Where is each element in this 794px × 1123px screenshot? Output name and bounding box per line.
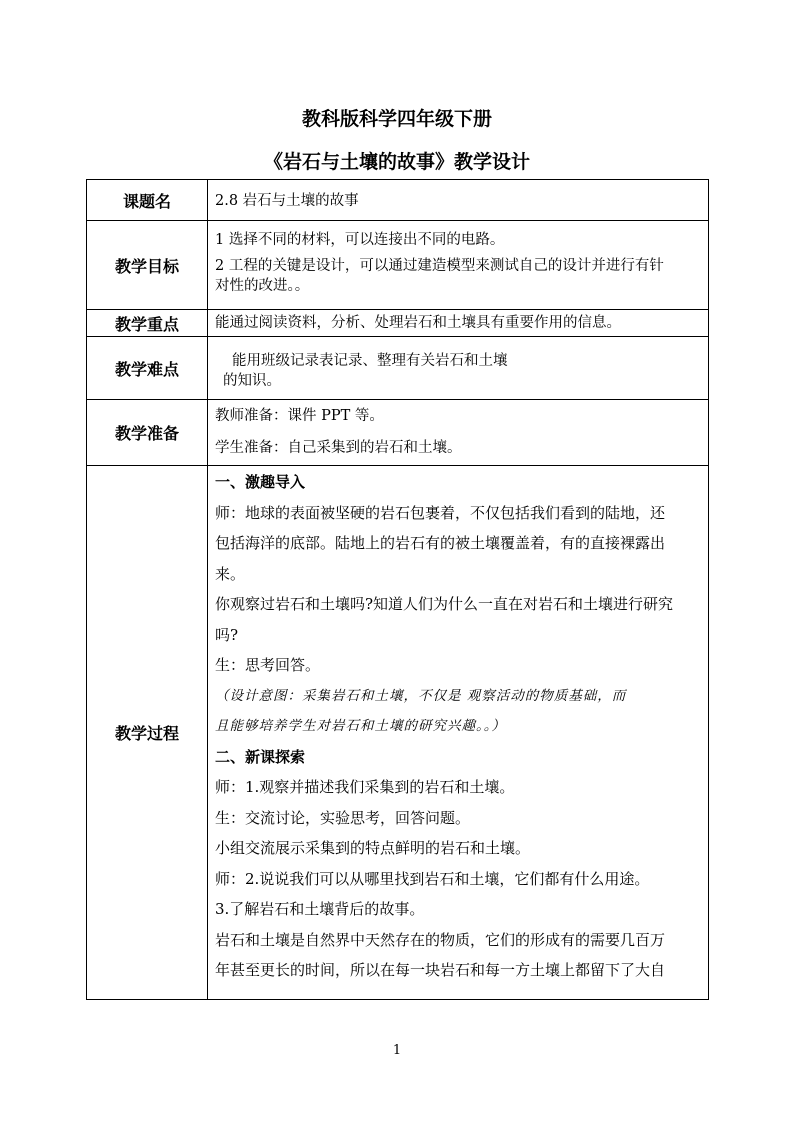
value-prep xyxy=(208,400,709,466)
process-line: 师：地球的表面被坚硬的岩石包裹着，不仅包括我们看到的陆地，还 xyxy=(215,503,666,522)
process-line: 小组交流展示采集到的特点鲜明的岩石和土壤。 xyxy=(215,839,531,857)
row-process xyxy=(87,466,709,1000)
process-line: 3.了解岩石和土壤背后的故事。 xyxy=(215,900,425,918)
label-prep: 教学准备 xyxy=(87,400,208,466)
document-title: 教科版科学四年级下册 xyxy=(301,108,492,130)
row-prep xyxy=(87,400,709,466)
process-line: 且能够培养学生对岩石和土壤的研究兴趣。。） xyxy=(215,718,506,734)
process-line: 年甚至更长的时间，所以在每一块岩石和每一方土壤上都留下了大自 xyxy=(215,961,666,979)
document-subtitle: 《岩石与土壤的故事》教学设计 xyxy=(263,151,530,173)
process-line: 吗? xyxy=(215,625,239,644)
difficulty-line-2: 的知识。 xyxy=(223,373,281,389)
label-topic: 课题名 xyxy=(87,180,208,221)
value-goals xyxy=(208,221,709,310)
process-line: （设计意图：采集岩石和土壤，不仅是 观察活动的物质基础，而 xyxy=(215,687,627,704)
value-difficulty xyxy=(208,337,709,400)
value-process xyxy=(208,466,709,1000)
value-topic: 2.8 岩石与土壤的故事 xyxy=(208,180,709,221)
process-line: 来。 xyxy=(215,564,246,583)
page-number: 1 xyxy=(392,1043,402,1058)
prep-line-2: 学生准备：自己采集到的岩石和土壤。 xyxy=(215,440,462,456)
process-line: 生：交流讨论，实验思考，回答问题。 xyxy=(215,808,471,827)
label-process: 教学过程 xyxy=(87,466,208,1000)
process-line: 一、激趣导入 xyxy=(215,473,306,491)
process-line: 你观察过岩石和土壤吗?知道人们为什么一直在对岩石和土壤进行研究 xyxy=(215,595,674,613)
goals-line-3: 对性的改进。。 xyxy=(215,278,310,294)
process-line: 包括海洋的底部。陆地上的岩石有的被土壤覆盖着，有的直接裸露出 xyxy=(215,534,666,552)
process-line: 师：2.说说我们可以从哪里找到岩石和土壤，它们都有什么用途。 xyxy=(215,869,650,888)
label-focus: 教学重点 xyxy=(87,310,208,337)
prep-line-1: 教师准备：课件 PPT 等。 xyxy=(215,408,384,424)
row-difficulty xyxy=(87,337,709,400)
label-goals: 教学目标 xyxy=(87,221,208,310)
row-focus xyxy=(87,310,709,337)
goals-line-2: 2 工程的关键是设计，可以通过建造模型来测试自己的设计并进行有针 xyxy=(215,258,664,274)
process-line: 师：1.观察并描述我们采集到的岩石和土壤。 xyxy=(215,778,515,796)
row-topic xyxy=(87,180,709,221)
goals-line-1: 1 选择不同的材料，可以连接出不同的电路。 xyxy=(215,232,505,248)
value-focus: 能通过阅读资料，分析、处理岩石和土壤具有重要作用的信息。 xyxy=(208,310,709,337)
label-difficulty: 教学难点 xyxy=(87,337,208,400)
process-line: 岩石和土壤是自然界中天然存在的物质，它们的形成有的需要几百万 xyxy=(215,930,666,949)
process-line: 二、新课探索 xyxy=(215,747,306,766)
difficulty-line-1: 能用班级记录表记录、整理有关岩石和土壤 xyxy=(232,353,508,369)
row-goals xyxy=(87,221,709,310)
lesson-plan-table xyxy=(86,179,709,1000)
process-line: 生：思考回答。 xyxy=(215,656,321,674)
